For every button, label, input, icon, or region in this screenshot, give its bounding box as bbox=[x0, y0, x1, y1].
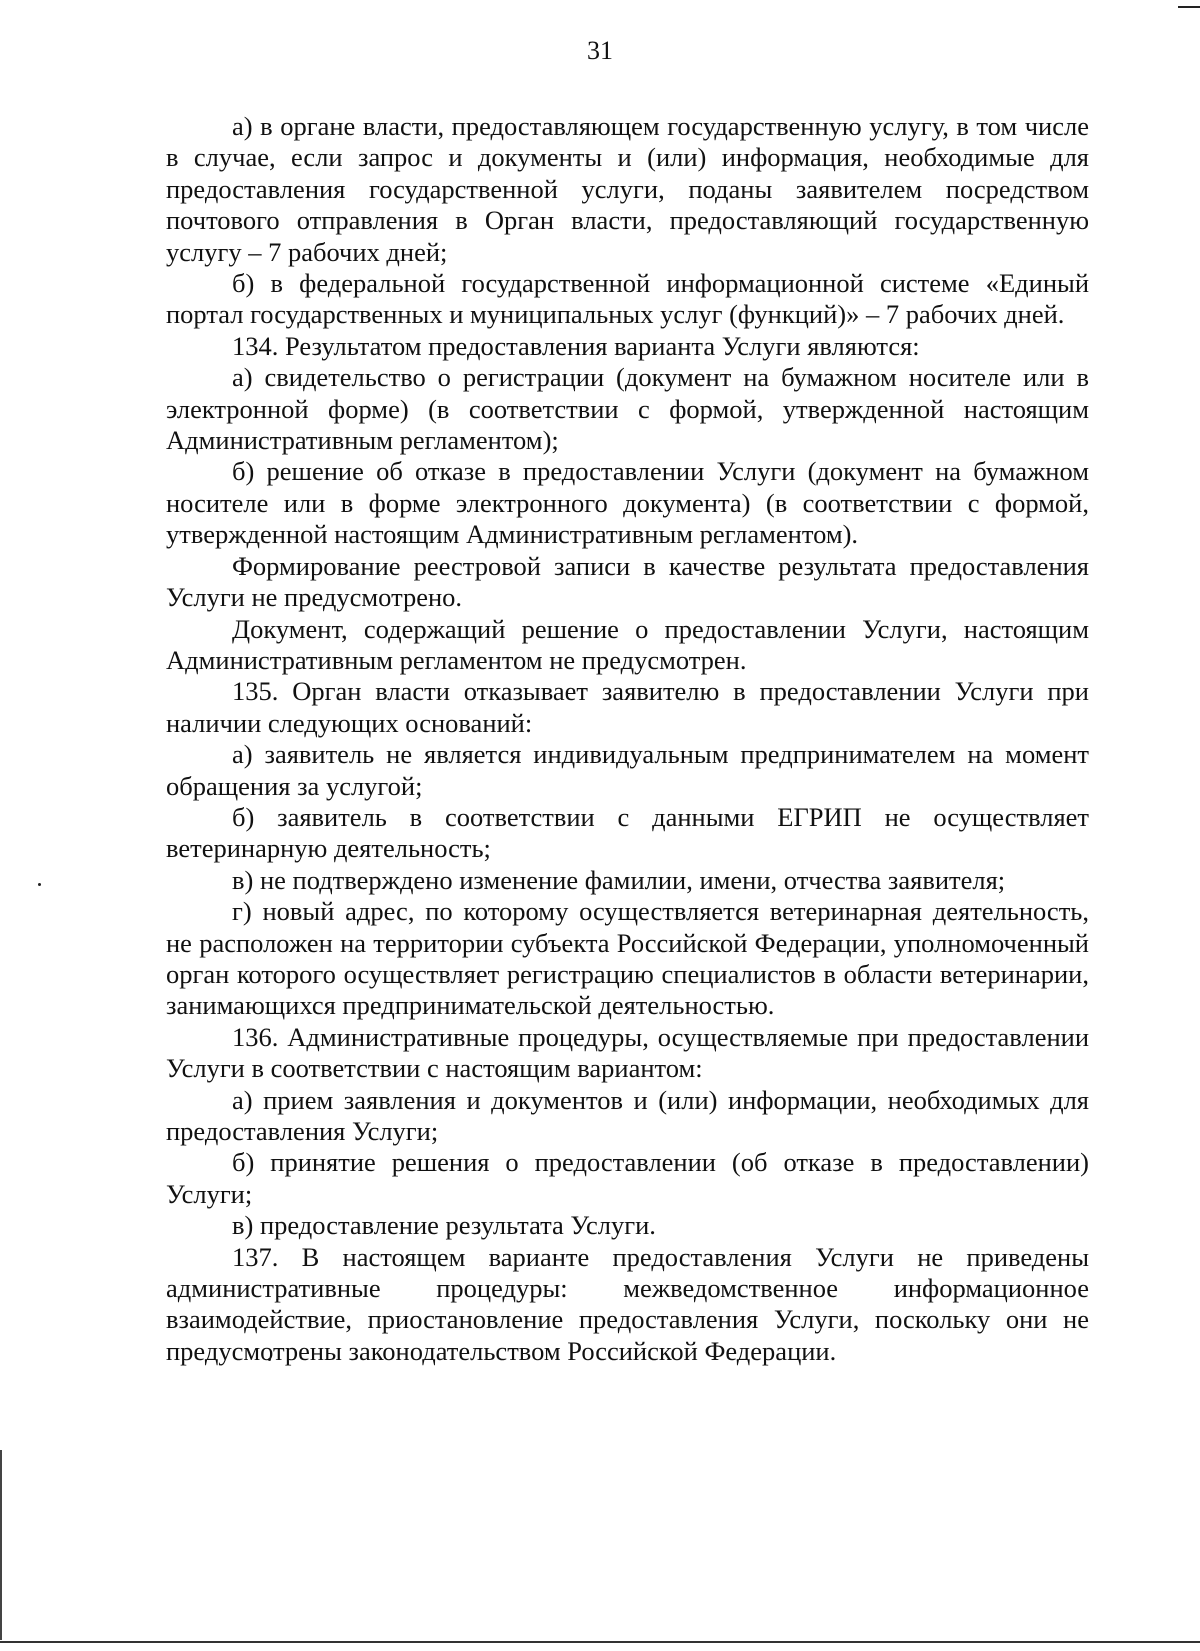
paragraph-135-c: в) не подтверждено изменение фамилии, имени, отчества заявителя; bbox=[232, 864, 1006, 895]
paragraph-timing-a: а) в органе власти, предоставляющем государственную услугу, в том числе в случае, если запрос и документы и (или) информация, необходимые для предоставления государственной услуги, поданы заявителем посредством почтового отправления в Орган власти, предоставляющий государственную услугу – 7 рабочих дней; bbox=[166, 111, 1089, 267]
paragraph-136-c: в) предоставление результата Услуги. bbox=[232, 1210, 656, 1241]
paragraph-136-a: а) прием заявления и документов и (или) информации, необходимых для предоставления Услуги; bbox=[166, 1084, 1089, 1146]
paragraph-135: 135. Орган власти отказывает заявителю в предоставлении Услуги при наличии следующих оснований: bbox=[166, 676, 1089, 738]
paragraph-135-b: б) заявитель в соответствии с данными ЕГРИП не осуществляет ветеринарную деятельность; bbox=[166, 801, 1089, 864]
paragraph-134: 134. Результатом предоставления варианта Услуги являются: bbox=[232, 330, 920, 361]
paragraph-135-a: а) заявитель не является индивидуальным предпринимателем на момент обращения за услугой; bbox=[166, 739, 1089, 801]
paragraph-134-b: б) решение об отказе в предоставлении Услуги (документ на бумажном носителе или в форме электронного документа) (в соответствии с формой, утвержденной настоящим Административным регламентом). bbox=[166, 456, 1089, 550]
paragraph-134-a: а) свидетельство о регистрации (документ на бумажном носителе или в электронной форме) (в соответствии с формой, утвержденной настоящим Административным регламентом); bbox=[166, 362, 1089, 456]
scan-edge-mark-top bbox=[1178, 6, 1200, 8]
paragraph-136-b: б) принятие решения о предоставлении (об отказе в предоставлении) Услуги; bbox=[166, 1147, 1089, 1209]
page-number: 31 bbox=[587, 36, 613, 65]
paragraph-136: 136. Административные процедуры, осуществляемые при предоставлении Услуги в соответствии с настоящим вариантом: bbox=[166, 1021, 1089, 1084]
scan-edge-mark-left bbox=[0, 1450, 2, 1640]
document-body bbox=[166, 111, 1089, 1367]
paragraph-timing-b: б) в федеральной государственной информационной системе «Единый портал государственных и муниципальных услуг (функций)» – 7 рабочих дней. bbox=[166, 268, 1089, 330]
scan-edge-mark-bottom bbox=[0, 1641, 1200, 1643]
paragraph-registry-record: Формирование реестровой записи в качестве результата предоставления Услуги не предусмотрено. bbox=[166, 550, 1089, 613]
paragraph-137: 137. В настоящем варианте предоставления Услуги не приведены административные процедуры: межведомственное информационное взаимодействие, приостановление предоставления Услуги, поскольку они не предусмотрены законодательством Российской Федерации. bbox=[166, 1241, 1089, 1366]
paragraph-135-d: г) новый адрес, по которому осуществляется ветеринарная деятельность, не расположен на территории субъекта Российской Федерации, уполномоченный орган которого осуществляет регистрацию специалистов в области ветеринарии, занимающихся предпринимательской деятельностью. bbox=[166, 896, 1089, 1021]
paragraph-decision-document: Документ, содержащий решение о предоставлении Услуги, настоящим Административным регламентом не предусмотрен. bbox=[166, 613, 1089, 675]
scan-speck bbox=[38, 883, 41, 886]
